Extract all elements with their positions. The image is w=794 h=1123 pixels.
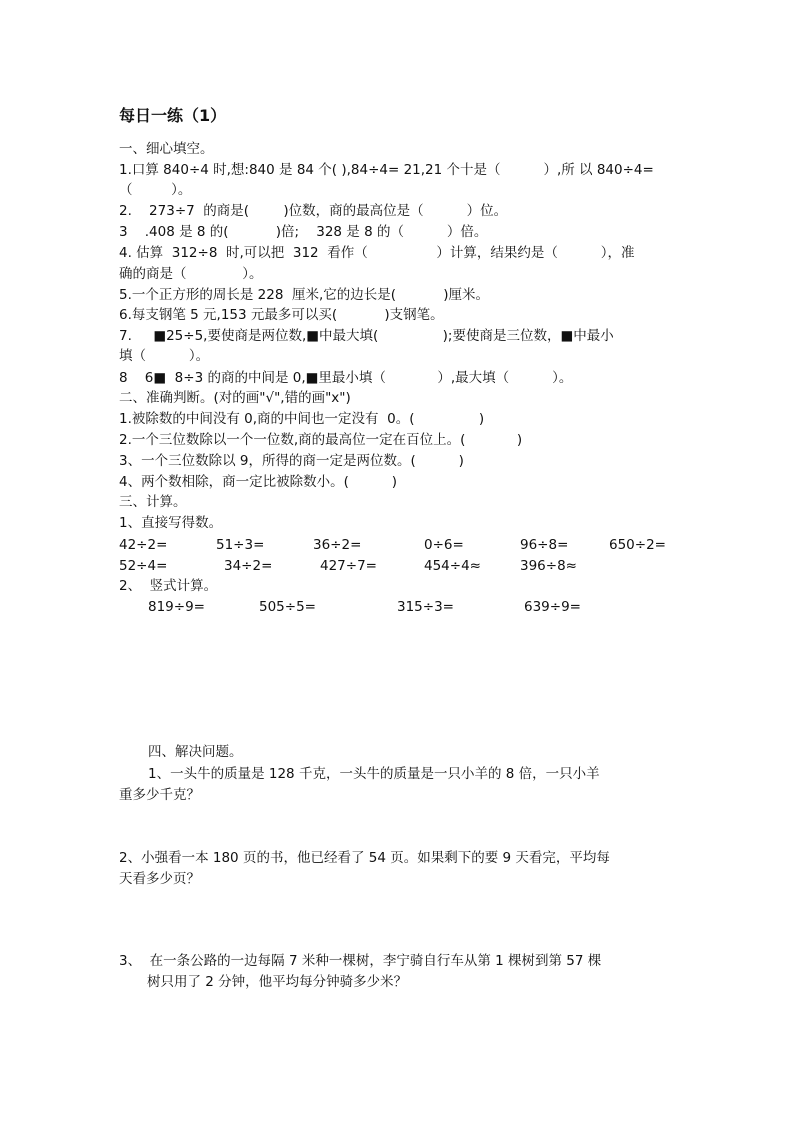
section3-heading: 三、计算。	[119, 494, 187, 510]
vertical-calc-item: 819÷9=	[148, 599, 205, 615]
problem-3-line-2: 树只用了 2 分钟，他平均每分钟骑多少米？	[147, 974, 408, 990]
vertical-calc-heading: 2、 竖式计算。	[119, 578, 218, 594]
fill-line-7: 5.一个正方形的周长是 228 厘米,它的边长是( )厘米。	[119, 287, 490, 303]
section1-heading: 一、细心填空。	[119, 141, 214, 157]
calc-item: 454÷4≈	[424, 558, 481, 574]
fill-line-4: 3 .408 是 8 的( )倍; 328 是 8 的（ ）倍。	[119, 224, 488, 240]
vertical-calc-item: 505÷5=	[259, 599, 316, 615]
problem-1-line-1: 1、一头牛的质量是 128 千克，一头牛的质量是一只小羊的 8 倍，一只小羊	[148, 766, 600, 782]
fill-line-11: 8 6■ 8÷3 的商的中间是 0,■里最小填（ ）,最大填（ ）。	[119, 370, 573, 386]
section2-heading: 二、准确判断。(对的画"√",错的画"x")	[119, 390, 351, 406]
calc-item: 396÷8≈	[520, 558, 577, 574]
judge-line-3: 3、一个三位数除以 9，所得的商一定是两位数。( )	[119, 453, 464, 469]
calc-item: 427÷7=	[320, 558, 377, 574]
fill-line-8: 6.每支钢笔 5 元,153 元最多可以买( )支钢笔。	[119, 307, 444, 323]
judge-line-4: 4、两个数相除，商一定比被除数小。( )	[119, 474, 398, 490]
problem-1-line-2: 重多少千克？	[119, 787, 200, 803]
fill-line-9: 7. ■25÷5,要使商是两位数,■中最大填( );要使商是三位数，■中最小	[119, 328, 614, 344]
fill-line-10: 填（ ）。	[119, 348, 210, 364]
problem-2-line-1: 2、小强看一本 180 页的书，他已经看了 54 页。如果剩下的要 9 天看完，平均每	[119, 850, 610, 866]
section4-heading: 四、解决问题。	[148, 744, 243, 760]
calc-item: 42÷2=	[119, 537, 168, 553]
problem-3-line-1: 3、 在一条公路的一边每隔 7 米种一棵树，李宁骑自行车从第 1 棵树到第 57 棵	[119, 953, 602, 969]
fill-line-6: 确的商是（ ）。	[119, 266, 263, 282]
oral-calc-heading: 1、直接写得数。	[119, 515, 223, 531]
problem-2-line-2: 天看多少页？	[119, 871, 200, 887]
judge-line-2: 2.一个三位数除以一个一位数,商的最高位一定在百位上。( )	[119, 432, 523, 448]
calc-item: 51÷3=	[216, 537, 265, 553]
calc-item: 0÷6=	[424, 537, 464, 553]
page-title: 每日一练（1）	[119, 106, 227, 125]
fill-line-5: 4. 估算 312÷8 时,可以把 312 看作（ ）计算，结果约是（ ），准	[119, 245, 635, 261]
vertical-calc-item: 639÷9=	[524, 599, 581, 615]
judge-line-1: 1.被除数的中间没有 0,商的中间也一定没有 0。( )	[119, 411, 485, 427]
fill-line-3: 2. 273÷7 的商是( )位数，商的最高位是（ ）位。	[119, 203, 508, 219]
calc-item: 34÷2=	[224, 558, 273, 574]
calc-item: 36÷2=	[313, 537, 362, 553]
vertical-calc-item: 315÷3=	[397, 599, 454, 615]
calc-item: 52÷4=	[119, 558, 168, 574]
fill-line-2: （ ）。	[119, 182, 192, 198]
fill-line-1: 1.口算 840÷4 时,想:840 是 84 个( ),84÷4= 21,21 个十是（ ）,所 以 840÷4=	[119, 162, 654, 178]
calc-item: 650÷2=	[609, 537, 666, 553]
calc-item: 96÷8=	[520, 537, 569, 553]
